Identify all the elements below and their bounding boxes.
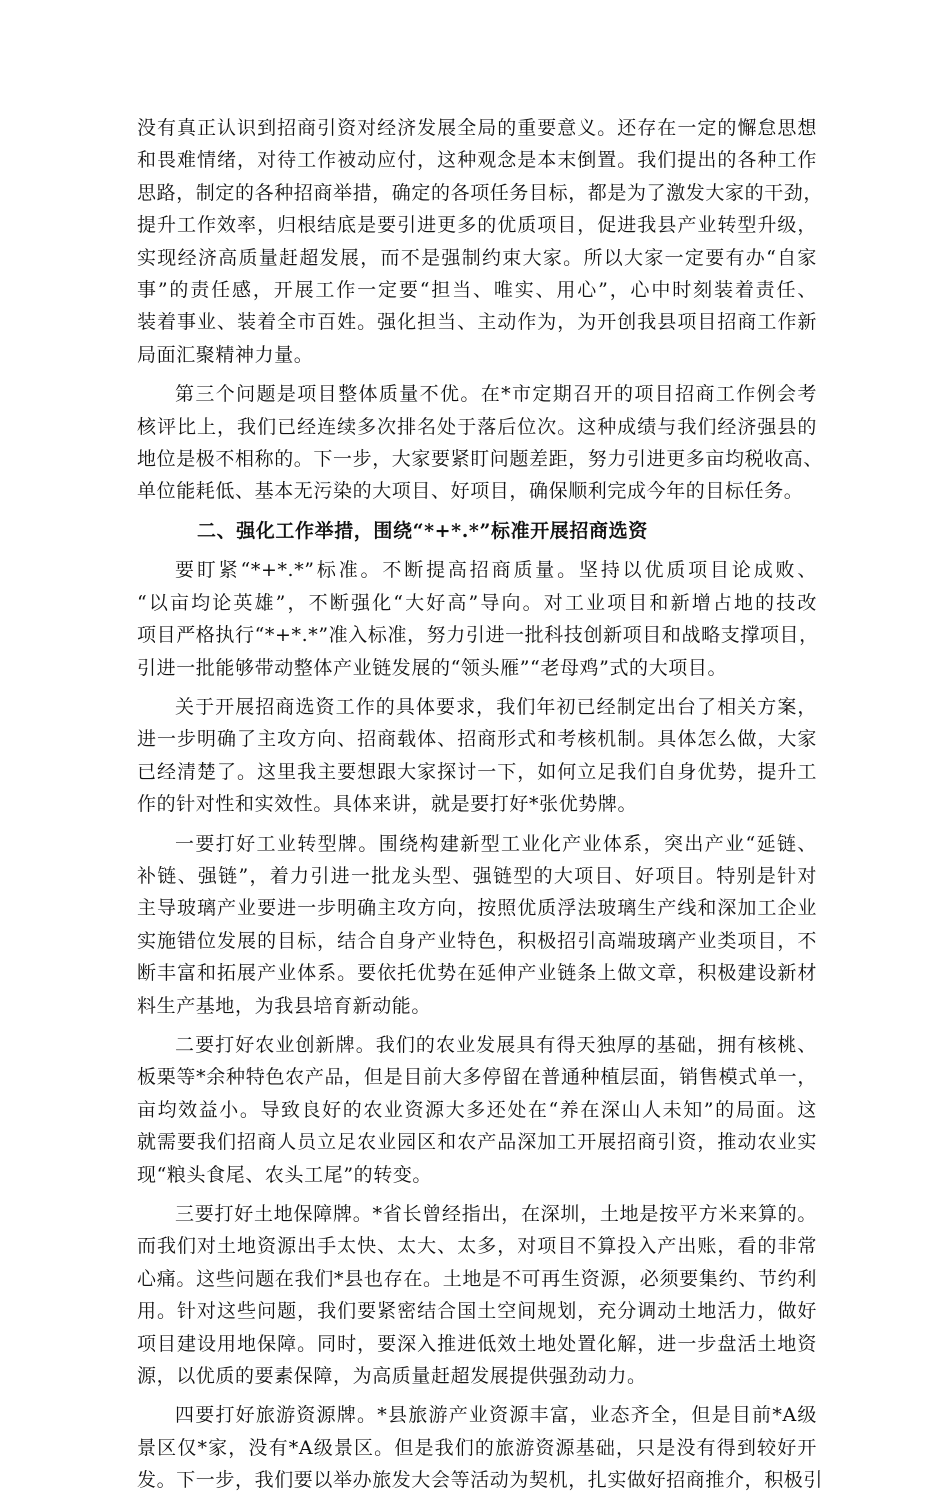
text-line: 作的针对性和实效性。具体来讲，就是要打好*张优势牌。 (137, 793, 638, 816)
body-paragraph (137, 1399, 824, 1496)
text-line: 心痛。这些问题在我们*县也存在。土地是不可再生资源，必须要集约、节约利 (137, 1267, 817, 1290)
text-line: 事”的责任感，开展工作一定要“担当、唯实、用心”，心中时刻装着责任、 (137, 279, 817, 302)
text-line: 三要打好土地保障牌。*省长曾经指出，在深圳，土地是按平方米来算的。 (175, 1203, 817, 1225)
text-line: 二、强化工作举措，围绕“*+*.*”标准开展招商选资 (197, 519, 648, 542)
text-line: 局面汇聚精神力量。 (137, 343, 314, 366)
text-line: 提升工作效率，归根结底是要引进更多的优质项目，促进我县产业转型升级， (137, 214, 817, 237)
text-line: 和畏难情绪，对待工作被动应付，这种观念是本末倒置。我们提出的各种工作 (137, 149, 817, 172)
body-paragraph (137, 112, 824, 371)
text-line: 用。针对这些问题，我们要紧密结合国土空间规划，充分调动土地活力，做好 (137, 1300, 817, 1323)
text-line: 四要打好旅游资源牌。*县旅游产业资源丰富，业态齐全，但是目前*A级 (175, 1404, 817, 1427)
text-line: 装着事业、装着全市百姓。强化担当、主动作为，为开创我县项目招商工作新 (137, 311, 817, 334)
body-paragraph (137, 828, 817, 1022)
text-line: 要盯紧“*+*.*”标准。不断提高招商质量。坚持以优质项目论成败、 (175, 559, 817, 582)
text-line: 一要打好工业转型牌。围绕构建新型工业化产业体系，突出产业“延链、 (175, 832, 817, 855)
text-line: 没有真正认识到招商引资对经济发展全局的重要意义。还存在一定的懈怠思想 (137, 117, 817, 139)
text-line: 现“粮头食尾、农头工尾”的转变。 (137, 1163, 433, 1186)
text-line: 实施错位发展的目标，结合自身产业特色，积极招引高端玻璃产业类项目，不 (137, 929, 817, 952)
text-line: 亩均效益小。导致良好的农业资源大多还处在“养在深山人未知”的局面。这 (137, 1098, 817, 1121)
section-heading (137, 515, 817, 547)
text-line: 地位是极不相称的。下一步，大家要紧盯问题差距，努力引进更多亩均税收高、 (137, 448, 824, 471)
document-page (137, 112, 824, 1504)
text-line: 进一步明确了主攻方向、招商载体、招商形式和考核机制。具体怎么做，大家 (137, 728, 817, 751)
text-line: 核评比上，我们已经连续多次排名处于落后位次。这种成绩与我们经济强县的 (137, 415, 817, 438)
text-line: 板栗等*余种特色农产品，但是目前大多停留在普通种植层面，销售模式单一， (137, 1066, 817, 1089)
text-line: 实现经济高质量赶超发展，而不是强制约束大家。所以大家一定要有办“自家 (137, 246, 817, 269)
text-line: “以亩均论英雄”，不断强化“大好高”导向。对工业项目和新增占地的技改 (137, 591, 817, 614)
body-paragraph (137, 554, 817, 684)
body-paragraph (137, 1198, 817, 1392)
body-paragraph (137, 1029, 817, 1191)
text-line: 第三个问题是项目整体质量不优。在*市定期召开的项目招商工作例会考 (175, 383, 817, 406)
text-line: 二要打好农业创新牌。我们的农业发展具有得天独厚的基础，拥有核桃、 (175, 1033, 817, 1056)
text-line: 单位能耗低、基本无污染的大项目、好项目，确保顺利完成今年的目标任务。 (137, 480, 804, 503)
text-line: 发。下一步，我们要以举办旅发大会等活动为契机，扎实做好招商推介，积极引 (137, 1469, 824, 1492)
body-paragraph (137, 691, 817, 821)
text-line: 补链、强链”，着力引进一批龙头型、强链型的大项目、好项目。特别是针对 (137, 864, 817, 887)
text-line: 项目严格执行“*+*.*”准入标准，努力引进一批科技创新项目和战略支撑项目， (137, 624, 819, 647)
text-line: 景区仅*家，没有*A级景区。但是我们的旅游资源基础，只是没有得到较好开 (137, 1436, 817, 1459)
text-line: 项目建设用地保障。同时，要深入推进低效土地处置化解，进一步盘活土地资 (137, 1332, 817, 1355)
text-line: 而我们对土地资源出手太快、太大、太多，对项目不算投入产出账，看的非常 (137, 1235, 817, 1258)
text-line: 主导玻璃产业要进一步明确主攻方向，按照优质浮法玻璃生产线和深加工企业 (137, 897, 817, 920)
text-line: 引进一批能够带动整体产业链发展的“领头雁”“老母鸡”式的大项目。 (137, 656, 728, 679)
text-line: 料生产基地，为我县培育新动能。 (137, 994, 432, 1017)
text-line: 已经清楚了。这里我主要想跟大家探讨一下，如何立足我们自身优势，提升工 (137, 760, 817, 783)
text-line: 就需要我们招商人员立足农业园区和农产品深加工开展招商引资，推动农业实 (137, 1131, 817, 1154)
text-line: 思路，制定的各种招商举措，确定的各项任务目标，都是为了激发大家的干劲， (137, 181, 824, 204)
text-line: 关于开展招商选资工作的具体要求，我们年初已经制定出台了相关方案， (175, 695, 817, 718)
body-paragraph (137, 378, 824, 508)
text-line: 断丰富和拓展产业体系。要依托优势在延伸产业链条上做文章，积极建设新材 (137, 962, 817, 985)
text-line: 源，以优质的要素保障，为高质量赶超发展提供强劲动力。 (137, 1365, 647, 1388)
